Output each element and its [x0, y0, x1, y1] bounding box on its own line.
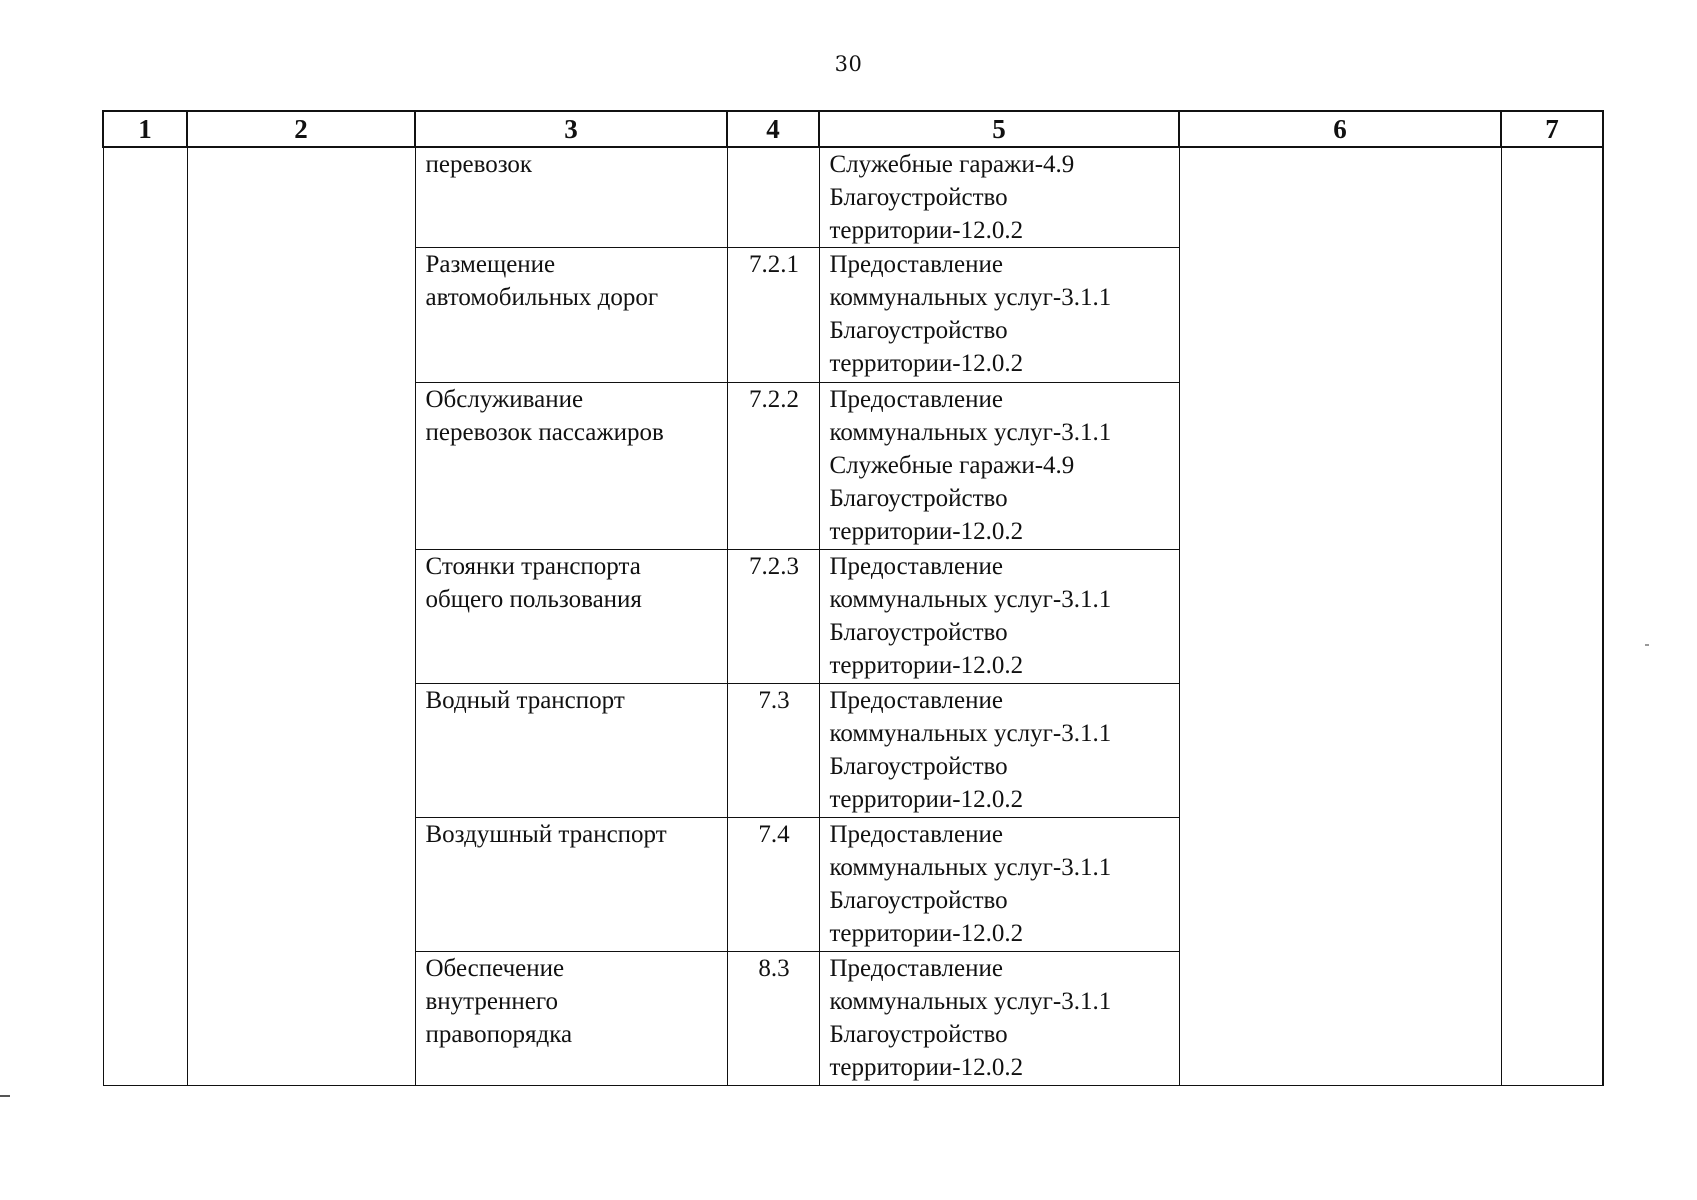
land-use-name-line: автомобильных дорог	[425, 284, 659, 311]
permitted-use-line: коммунальных услуг-3.1.1	[829, 720, 1112, 747]
land-use-name-cell	[415, 684, 727, 818]
permitted-use-line: территории-12.0.2	[829, 1054, 1024, 1081]
land-use-name-line: Обеспечение	[425, 955, 565, 982]
permitted-use-line: коммунальных услуг-3.1.1	[829, 419, 1112, 446]
permitted-use-line: Благоустройство	[829, 317, 1008, 344]
header-col-6: 6	[1179, 111, 1501, 147]
permitted-use-line: территории-12.0.2	[829, 920, 1024, 947]
permitted-use-line: Служебные гаражи-4.9	[829, 151, 1075, 178]
cell-col-1	[103, 147, 187, 1086]
permitted-use-line: Благоустройство	[829, 619, 1008, 646]
land-use-name-line: внутреннего	[425, 988, 558, 1015]
header-col-4: 4	[727, 111, 819, 147]
permitted-use-line: Благоустройство	[829, 887, 1008, 914]
land-use-name-line: Воздушный транспорт	[425, 821, 667, 848]
permitted-use-line: Предоставление	[829, 955, 1003, 982]
land-use-name-cell	[415, 383, 727, 550]
permitted-use-line: коммунальных услуг-3.1.1	[829, 586, 1112, 613]
land-use-code-cell: 7.4	[727, 818, 819, 952]
land-use-code-cell: 8.3	[727, 952, 819, 1086]
permitted-use-line: территории-12.0.2	[829, 350, 1024, 377]
cell-col-2	[187, 147, 415, 1086]
header-col-1: 1	[103, 111, 187, 147]
permitted-use-line: территории-12.0.2	[829, 217, 1024, 244]
permitted-use-line: Предоставление	[829, 251, 1003, 278]
land-use-name-cell	[415, 818, 727, 952]
land-use-code-cell: 7.2.2	[727, 383, 819, 550]
land-use-code-cell	[727, 147, 819, 248]
scan-edge-mark	[0, 1095, 10, 1097]
land-use-name-line: общего пользования	[425, 586, 642, 613]
header-col-2: 2	[187, 111, 415, 147]
header-row	[103, 111, 1603, 147]
land-use-name-line: правопорядка	[425, 1021, 573, 1048]
permitted-use-line: Предоставление	[829, 687, 1003, 714]
land-use-code-cell: 7.2.3	[727, 550, 819, 684]
permitted-use-line: Благоустройство	[829, 184, 1008, 211]
permitted-uses-cell	[819, 684, 1179, 818]
land-use-code-cell: 7.3	[727, 684, 819, 818]
permitted-use-line: территории-12.0.2	[829, 518, 1024, 545]
permitted-use-line: Предоставление	[829, 386, 1003, 413]
permitted-uses-cell	[819, 818, 1179, 952]
permitted-use-line: Предоставление	[829, 553, 1003, 580]
land-use-code-cell: 7.2.1	[727, 248, 819, 383]
land-use-name-line: перевозок	[425, 151, 533, 178]
land-use-name-cell	[415, 952, 727, 1086]
permitted-use-line: коммунальных услуг-3.1.1	[829, 988, 1112, 1015]
permitted-use-line: Предоставление	[829, 821, 1003, 848]
land-use-name-line: перевозок пассажиров	[425, 419, 664, 446]
page-number: 30	[834, 52, 863, 76]
land-use-name-line: Обслуживание	[425, 386, 584, 413]
permitted-use-line: Служебные гаражи-4.9	[829, 452, 1075, 479]
table-body	[103, 147, 1603, 1086]
table-header	[103, 111, 1603, 147]
land-use-name-cell	[415, 147, 727, 248]
permitted-uses-cell	[819, 550, 1179, 684]
land-use-name-line: Стоянки транспорта	[425, 553, 641, 580]
table-row	[103, 147, 1603, 248]
permitted-uses-cell	[819, 248, 1179, 383]
permitted-use-line: Благоустройство	[829, 1021, 1008, 1048]
land-use-table	[102, 110, 1604, 1086]
permitted-use-line: территории-12.0.2	[829, 652, 1024, 679]
header-col-3: 3	[415, 111, 727, 147]
land-use-name-line: Размещение	[425, 251, 556, 278]
land-use-name-line: Водный транспорт	[425, 687, 625, 714]
header-col-7: 7	[1501, 111, 1603, 147]
permitted-uses-cell	[819, 952, 1179, 1086]
permitted-use-line: Благоустройство	[829, 753, 1008, 780]
cell-col-7	[1501, 147, 1603, 1086]
permitted-use-line: Благоустройство	[829, 485, 1008, 512]
permitted-use-line: коммунальных услуг-3.1.1	[829, 854, 1112, 881]
permitted-use-line: коммунальных услуг-3.1.1	[829, 284, 1112, 311]
header-col-5: 5	[819, 111, 1179, 147]
permitted-uses-cell	[819, 383, 1179, 550]
land-use-name-cell	[415, 550, 727, 684]
cell-col-6	[1179, 147, 1501, 1086]
scan-speck	[1645, 644, 1649, 646]
land-use-name-cell	[415, 248, 727, 383]
permitted-uses-cell	[819, 147, 1179, 248]
permitted-use-line: территории-12.0.2	[829, 786, 1024, 813]
